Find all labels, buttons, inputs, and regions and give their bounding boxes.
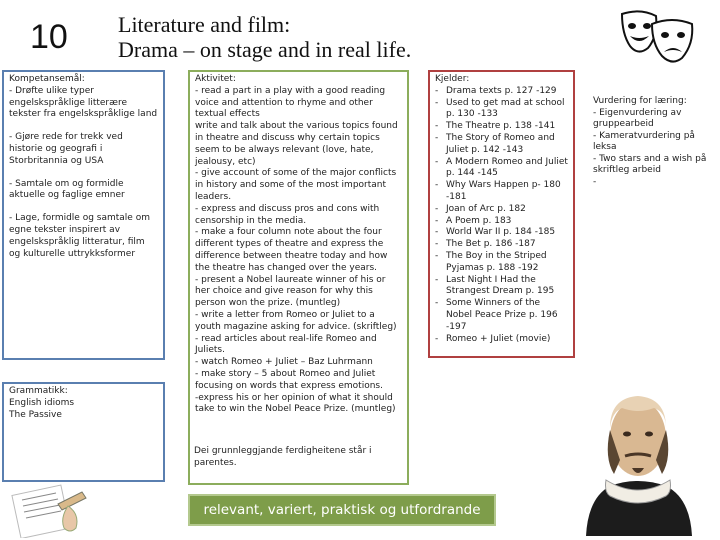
activity-line: - present a Nobel laureate winner of his or her choice and give reason for why this person won the prize. (muntleg) (195, 274, 386, 309)
kompetansemal-heading: Kompetansemål: (9, 74, 85, 84)
shakespeare-portrait-icon (580, 368, 696, 536)
kjelder-list (435, 86, 568, 346)
grammatikk-heading: Grammatikk: (9, 386, 68, 396)
kompetansemal-box (2, 70, 165, 360)
page-title (118, 12, 411, 62)
goal-item: - Lage, formidle og samtale om egne tekster inspirert av engelskspråklig litteratur, film og kulturelle uttrykksformer (9, 213, 150, 259)
list-item: - The Theatre p. 138 -141 (435, 121, 568, 133)
title-line-2: Drama – on stage and in real life. (118, 37, 412, 62)
goal-item: - Samtale om og formidle aktuelle og faglige emner (9, 178, 125, 201)
list-item: - Drama texts p. 127 -129 (435, 86, 568, 98)
activity-line: -express his or her opinion of what it should take to win the Nobel Peace Prize. (muntleg) (195, 392, 396, 415)
list-item: - A Poem p. 183 (435, 216, 568, 228)
list-item: - Romeo + Juliet (movie) (435, 334, 568, 346)
list-item: - The Story of Romeo and Juliet p. 142 -143 (435, 133, 568, 157)
slide-number: 10 (30, 18, 68, 56)
notes-illustration-icon (10, 484, 90, 538)
aktivitet-heading: Aktivitet: (195, 74, 236, 84)
kjelder-heading: Kjelder: (435, 74, 470, 84)
grammatikk-item: The Passive (9, 409, 62, 420)
aktivitet-box (188, 70, 409, 485)
activity-line: - make story – 5 about Romeo and Juliet focusing on words that express emotions. (195, 368, 383, 391)
activity-line: - write a letter from Romeo or Juliet to a youth magazine asking for advice. (skriftleg) (195, 309, 397, 332)
grammatikk-box (2, 382, 165, 482)
list-item: - Last Night I Had the Strangest Dream p. 195 (435, 275, 568, 299)
title-line-1: Literature and film: (118, 12, 291, 37)
activity-line: - watch Romeo + Juliet – Baz Luhrmann (195, 357, 373, 368)
list-item: - The Boy in the Striped Pyjamas p. 188 -192 (435, 251, 568, 275)
list-item: - Used to get mad at school p. 130 -133 (435, 98, 568, 122)
footer-banner: relevant, variert, praktisk og utfordrande (188, 494, 496, 526)
list-item: - Why Wars Happen p- 180 -181 (435, 180, 568, 204)
goal-item: - Gjøre rede for trekk ved historie og geografi i Storbritannia og USA (9, 132, 123, 166)
activity-line: - read articles about real-life Romeo and Juliets. (195, 333, 377, 356)
ferdigheiter-note: Dei grunnleggjande ferdigheitene står i parentes. (194, 446, 372, 468)
activity-line: - express and discuss pros and cons with censorship in the media. (195, 203, 380, 226)
list-item: - A Modern Romeo and Juliet p. 144 -145 (435, 157, 568, 181)
list-item: - Some Winners of the Nobel Peace Prize p. 196 -197 (435, 298, 568, 333)
list-item: - The Bet p. 186 -187 (435, 239, 568, 251)
vurdering-text: Vurdering for læring: - Eigenvurdering av gruppearbeid - Kameratvurdering på leksa - Two stars and a wish på skriftleg arbeid - (593, 96, 707, 187)
activity-line: - read a part in a play with a good reading voice and attention to rhyme and other textual effects (195, 85, 386, 120)
grammatikk-item: English idioms (9, 397, 75, 408)
list-item: - World War II p. 184 -185 (435, 227, 568, 239)
activity-line: - give account of some of the major conflicts in history and some of the most important leaders. (195, 168, 397, 202)
list-item: - Joan of Arc p. 182 (435, 204, 568, 216)
theatre-masks-icon (618, 6, 698, 70)
kjelder-box (428, 70, 575, 358)
activity-line: - make a four column note about the four different types of theatre and express the difference between theatre today and how the theatre has changed over the years. (195, 227, 388, 273)
goal-item: - Drøfte ulike typer engelskspråklige litterære tekster fra engelskspråklige land (9, 85, 158, 120)
activity-line: write and talk about the various topics found in theatre and discuss why certain topics seem to be always relevant (love, hate, jealousy, etc) (195, 121, 398, 167)
